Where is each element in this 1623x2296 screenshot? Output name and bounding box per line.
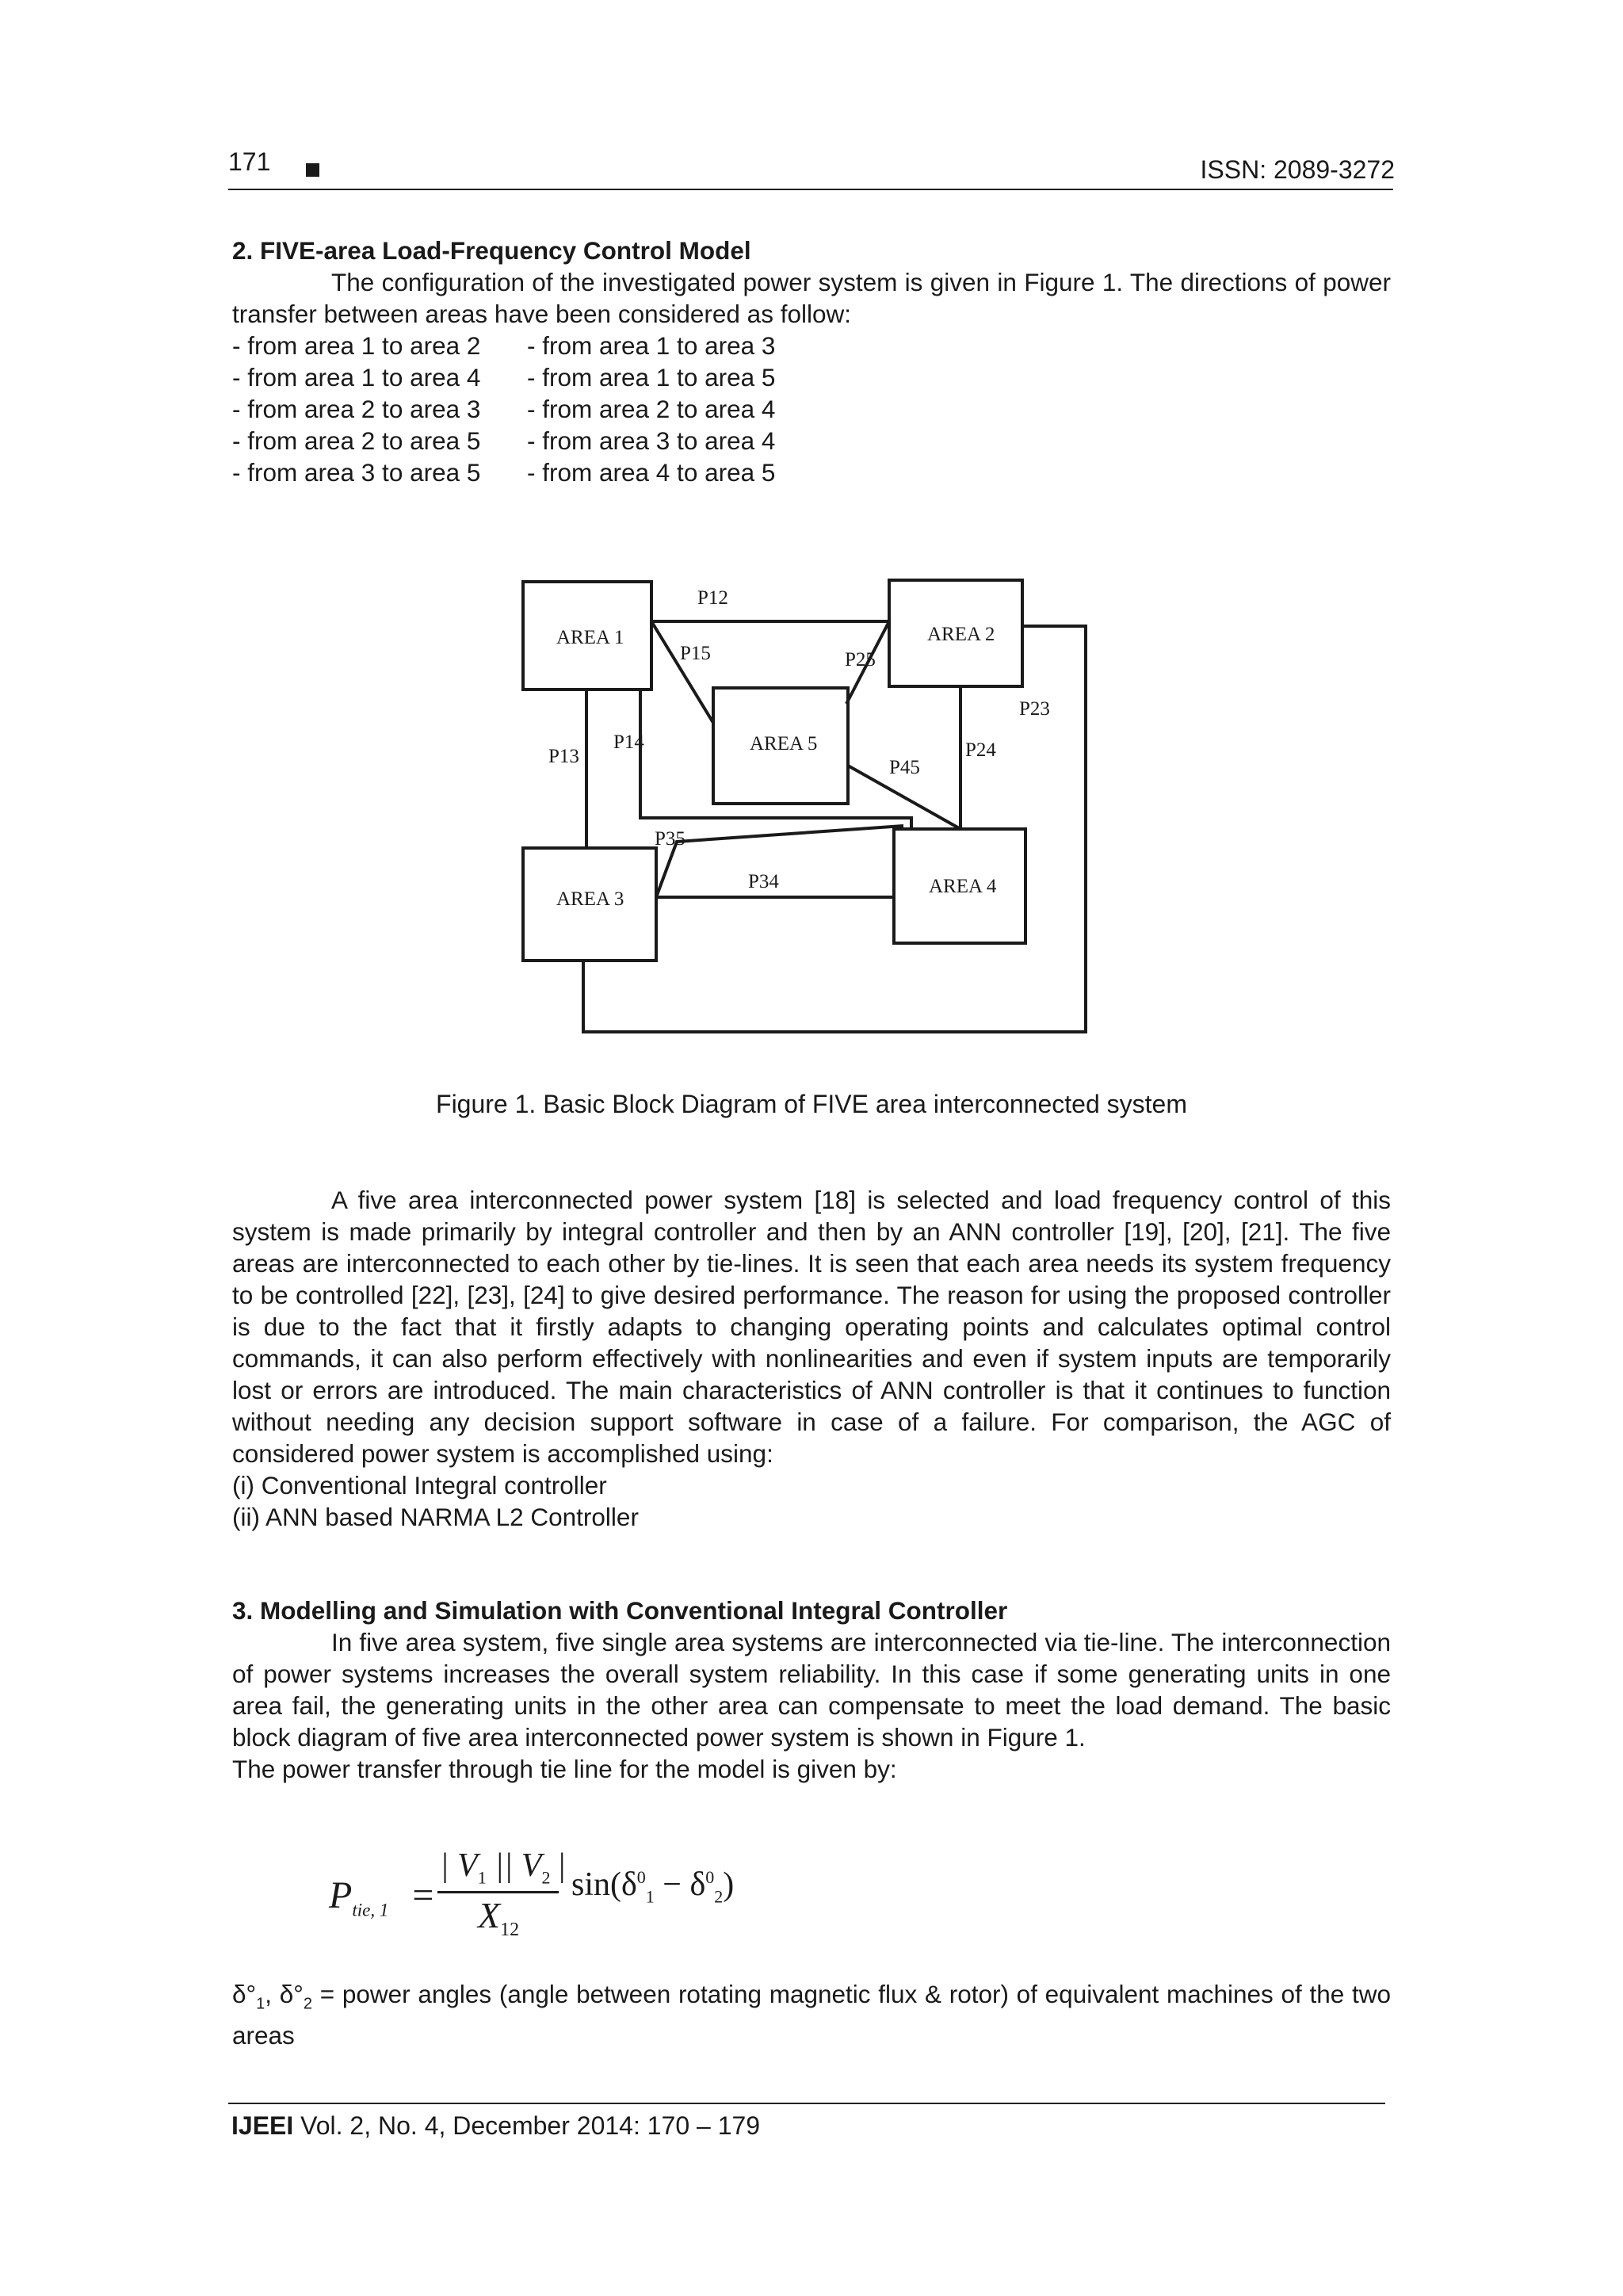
- citation-text: Vol. 2, No. 4, December 2014: 170 – 179: [293, 2111, 761, 2140]
- delta1-sub: 1: [256, 1995, 265, 2013]
- eq-sub1: 1: [645, 1886, 655, 1907]
- transfer-item: - from area 2 to area 4: [527, 395, 776, 423]
- tie-label-p23: P23: [1019, 698, 1050, 720]
- eq-fraction-bar: [437, 1891, 559, 1893]
- body-paragraph-1: [232, 1184, 1391, 1533]
- section-3-heading: 3. Modelling and Simulation with Conventional Integral Controller: [232, 1596, 1008, 1625]
- transfer-item: - from area 3 to area 4: [527, 426, 776, 455]
- tie-line-p14: [640, 690, 911, 829]
- eq-num-sub2: 2: [541, 1867, 551, 1888]
- tie-line-p15: [651, 621, 713, 723]
- figure-caption: Figure 1. Basic Block Diagram of FIVE area interconnected system: [436, 1090, 1187, 1118]
- tie-label-p15: P15: [680, 643, 711, 664]
- eq-numerator: [440, 1847, 565, 1888]
- eq-sub2: 2: [714, 1886, 724, 1907]
- issn: ISSN: 2089-3272: [1200, 155, 1395, 184]
- controller-item-1: (i) Conventional Integral controller: [232, 1471, 607, 1499]
- transfer-item: - from area 1 to area 3: [527, 331, 776, 360]
- section-2: [232, 235, 1391, 488]
- section-2-intro: The configuration of the investigated power system is given in Figure 1. The directions of power transfer between areas have been considered as follow:: [232, 268, 1391, 328]
- header-square-icon: [306, 163, 319, 177]
- area-1-label: AREA 1: [556, 627, 624, 648]
- eq-num-v1: | V: [440, 1847, 478, 1884]
- eq-num-end: |: [550, 1847, 566, 1884]
- area-3-label: AREA 3: [556, 888, 624, 910]
- header-rule: [228, 189, 1393, 190]
- section-3-paragraph: In five area system, five single area systems are interconnected via tie-line. The interconnection of power systems increases the overall system reliability. In this case if some generating units in one area fail, the generating units in the other area can compensate to meet the load demand. The basic block diagram of five area interconnected power system is shown in Figure 1.: [232, 1628, 1391, 1752]
- transfer-item: - from area 1 to area 4: [232, 363, 481, 392]
- transfer-item: - from area 2 to area 3: [232, 395, 481, 423]
- eq-sin: sin(δ: [571, 1866, 637, 1903]
- transfer-row: [232, 330, 1391, 361]
- tie-line-p35: [656, 826, 903, 897]
- tie-label-p24: P24: [965, 739, 996, 761]
- eq-num-v2: || V: [486, 1847, 542, 1884]
- eq-sup1: 0: [636, 1867, 646, 1887]
- page-number: 171: [228, 147, 271, 176]
- eq-P-sub: tie, 1: [352, 1900, 389, 1920]
- area-5-label: AREA 5: [750, 733, 818, 755]
- section-3: [232, 1595, 1391, 1785]
- delta2-sub: 2: [303, 1995, 312, 2013]
- tie-label-p35: P35: [655, 828, 685, 850]
- delta1: δ°: [232, 1980, 257, 2008]
- eq-equals: =: [412, 1874, 434, 1916]
- angles-definition: [232, 1978, 1391, 2051]
- transfer-item: - from area 1 to area 2: [232, 331, 481, 360]
- tie-label-p12: P12: [697, 587, 728, 609]
- eq-sup2: 0: [705, 1867, 715, 1887]
- five-area-block-diagram: [507, 572, 1109, 1048]
- tie-label-p34: P34: [748, 871, 779, 892]
- equation-intro: The power transfer through tie line for the model is given by:: [232, 1755, 897, 1783]
- transfer-item: - from area 2 to area 5: [232, 426, 481, 455]
- eq-num-sub1: 1: [477, 1867, 487, 1888]
- tie-label-p14: P14: [613, 732, 644, 753]
- eq-sine-term: [571, 1866, 734, 1907]
- transfer-row: [232, 425, 1391, 457]
- transfer-item: - from area 3 to area 5: [232, 458, 481, 487]
- footer-rule: [228, 2103, 1385, 2104]
- transfer-row: [232, 361, 1391, 393]
- area-2-label: AREA 2: [927, 624, 995, 645]
- transfer-row: [232, 393, 1391, 425]
- tie-label-p13: P13: [548, 746, 579, 767]
- tie-label-p25: P25: [845, 649, 876, 670]
- paragraph-1: A five area interconnected power system [18] is selected and load frequency control of this system is made primarily by integral controller and then by an ANN controller [19], [20], [21]. The five areas are interconnected to each other by tie-lines. It is seen that each area needs its system frequency to be controlled [22], [23], [24] to give desired performance. The reason for using the proposed controller is due to the fact that it firstly adapts to changing operating points and calculates optimal control commands, it can also perform effectively with nonlinearities and even if system inputs are temporarily lost or errors are introduced. The main characteristics of ANN controller is that it continues to function without needing any decision support software in case of a failure. For comparison, the AGC of considered power system is accomplished using:: [232, 1186, 1391, 1468]
- eq-close: ): [723, 1866, 735, 1903]
- tie-label-p45: P45: [889, 757, 920, 778]
- eq-den-x: X: [478, 1895, 501, 1935]
- eq-minus-delta: − δ: [654, 1866, 706, 1903]
- delta2: , δ°: [265, 1980, 304, 2008]
- controller-item-2: (ii) ANN based NARMA L2 Controller: [232, 1503, 639, 1531]
- eq-denominator: [478, 1894, 519, 1941]
- eq-P: P: [329, 1874, 353, 1916]
- transfer-row: [232, 457, 1391, 488]
- footer-citation: [231, 2111, 760, 2141]
- area-4-label: AREA 4: [929, 876, 997, 897]
- journal-name: IJEEI: [231, 2111, 294, 2140]
- angles-definition-text: = power angles (angle between rotating magnetic flux & rotor) of equivalent machines of the two areas: [232, 1980, 1392, 2050]
- eq-den-sub: 12: [500, 1920, 520, 1941]
- transfer-item: - from area 4 to area 5: [527, 458, 776, 487]
- transfer-item: - from area 1 to area 5: [527, 363, 776, 392]
- section-2-heading: 2. FIVE-area Load-Frequency Control Model: [232, 236, 751, 265]
